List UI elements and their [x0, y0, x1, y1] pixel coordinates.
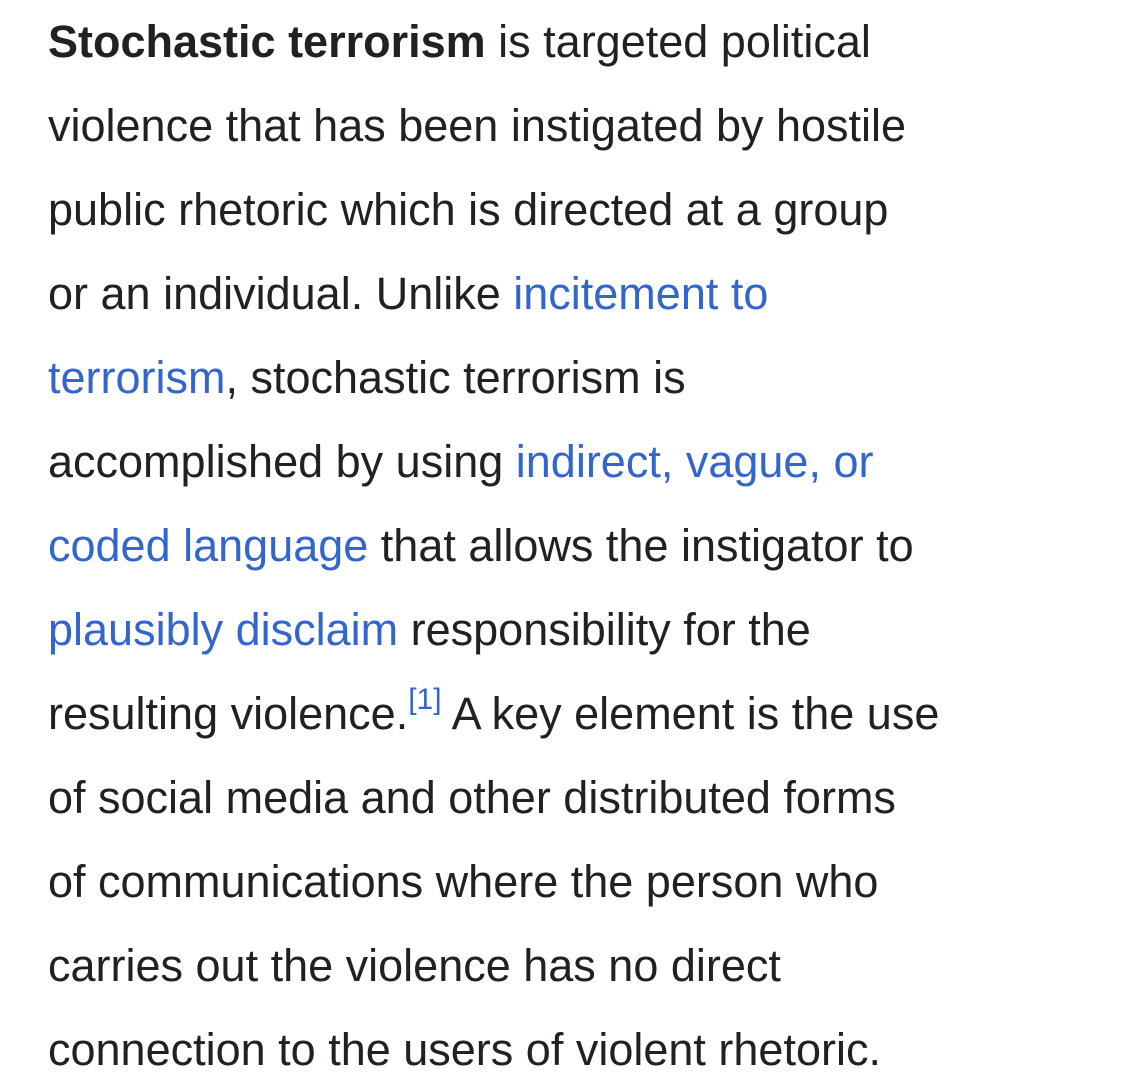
paragraph-line [48, 588, 1098, 672]
citation-reference [408, 683, 441, 716]
body-text: responsibility for the [398, 604, 811, 655]
paragraph-line [48, 84, 1098, 168]
link-incitement-to-terrorism[interactable]: incitement to [513, 268, 769, 319]
article-paragraph [48, 0, 1098, 1092]
body-text: violence that has been instigated by hostile [48, 100, 907, 151]
body-text: of social media and other distributed forms [48, 772, 896, 823]
body-text: of communications where the person who [48, 856, 879, 907]
paragraph-line [48, 672, 1098, 756]
body-text: connection to the users of violent rhetoric. [48, 1024, 881, 1075]
body-text: public rhetoric which is directed at a group [48, 184, 889, 235]
paragraph-line [48, 168, 1098, 252]
body-text: resulting violence. [48, 688, 409, 739]
citation-link[interactable]: [1] [408, 683, 442, 716]
term-heading: Stochastic terrorism [48, 16, 486, 67]
paragraph-line [48, 1008, 1098, 1092]
paragraph-line [48, 924, 1098, 1008]
paragraph-line [48, 756, 1098, 840]
link-coded-language[interactable]: coded language [48, 520, 369, 571]
body-text: that allows the instigator to [368, 520, 914, 571]
body-text: is targeted political [485, 16, 871, 67]
body-text: accomplished by using [48, 436, 516, 487]
paragraph-line [48, 840, 1098, 924]
paragraph-line [48, 420, 1098, 504]
link-plausible-deniability[interactable]: plausibly disclaim [48, 604, 399, 655]
body-text: , stochastic terrorism is [225, 352, 686, 403]
paragraph-line [48, 504, 1098, 588]
body-text: or an individual. Unlike [48, 268, 514, 319]
paragraph-line [48, 0, 1098, 84]
link-incitement-to-terrorism[interactable]: terrorism [48, 352, 226, 403]
body-text: A key element is the use [441, 688, 940, 739]
paragraph-line [48, 252, 1098, 336]
link-coded-language[interactable]: indirect, vague, or [515, 436, 874, 487]
body-text: carries out the violence has no direct [48, 940, 781, 991]
paragraph-line [48, 336, 1098, 420]
